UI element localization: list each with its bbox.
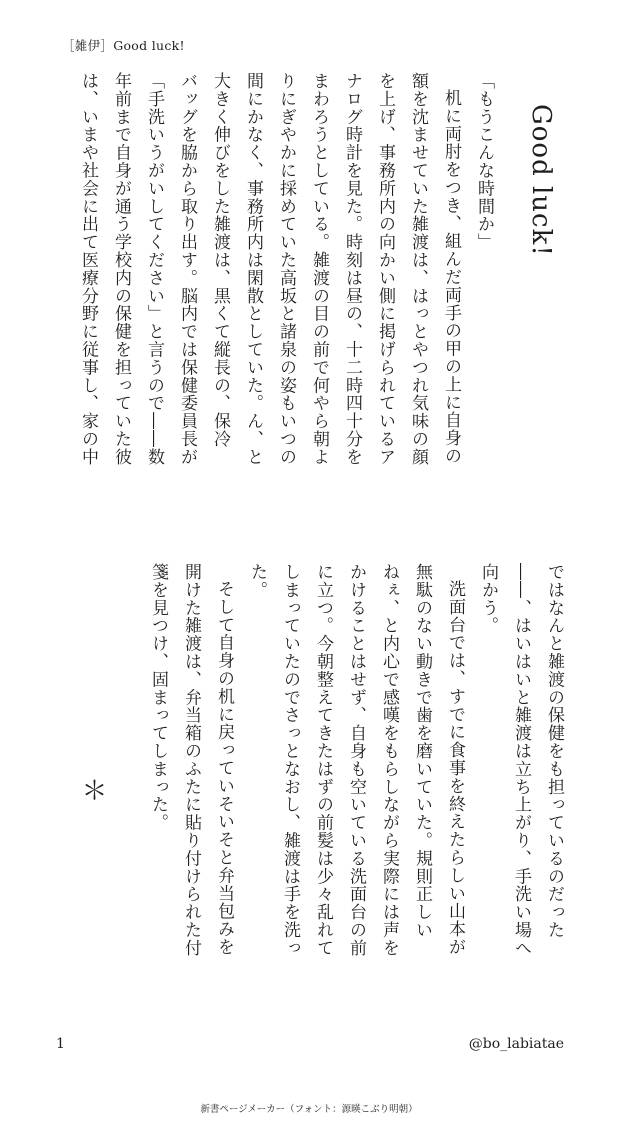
text-line: 「もうこんな時間か」 [474,72,494,251]
asterisk-mark: ＊ [77,777,107,804]
text-line: ねぇ、と内心で感嘆をもらしながら実際には声を [379,563,399,957]
text-line: 洗面台では、すでに食事を終えたらしい山本が [445,580,465,956]
blank-line [108,563,141,1018]
text-line: 机に両肘をつき、組んだ両手の甲の上に自身の [441,89,461,465]
text-line: ――、はいはいと雑渡は立ち上がり、手洗い場へ [511,563,531,957]
text-line: 向かう。 [478,563,498,635]
text-line: を上げ、事務所内の向かい側に掲げられているア [375,72,395,466]
generator-credit: 新書ページメーカー（フォント：源暎こぶり明朝） [200,1104,418,1115]
body-text-top-tier [50,72,500,527]
story-title: Good luck! [526,104,556,257]
text-line: に立つ。今朝整えてきたはずの前髪は少々乱れて [313,563,333,957]
text-line: 間にかなく、事務所内は閑散としていた。ん、と [243,72,263,466]
text-line: た。 [247,563,267,599]
page-number: 1 [56,1036,65,1052]
text-line: そして自身の机に戻っていそいそと弁当包みを [214,580,234,956]
text-line: まわろうとしている。雑渡の目の前で何やら朝よ [309,72,329,466]
section-break [75,563,108,1018]
text-line: は、いまや社会に出て医療分野に従事し、家の中 [78,72,98,466]
text-line: しまっていたのでさっとなおし、雑渡は手を洗っ [280,563,300,957]
text-line: 無駄のない動きで歯を磨いていた。規則正しい [412,563,432,939]
text-line: 額を沈ませていた雑渡は、はっとやつれ気味の顔 [408,72,428,466]
text-line: かけることはせず、自身も空いている洗面台の前 [346,563,366,957]
author-handle: @bo_labiatae [468,1036,564,1052]
text-line: 箋を見つけ、固まってしまった。 [148,563,168,832]
text-line: 開けた雑渡は、弁当箱のふたに貼り付けられた付 [181,563,201,957]
text-line: 「手洗いうがいしてください」と言うので――数 [144,72,164,466]
text-line: 大きく伸びをした雑渡は、黒くて縦長の、保冷 [210,72,230,448]
running-head: ［雑伊］Good luck! [62,38,185,53]
body-text-bottom-tier [77,563,570,1018]
text-line: ではなんと雑渡の保健をも担っているのだった [544,563,564,939]
text-line: バッグを脇から取り出す。脳内では保健委員長が [177,72,197,466]
text-line: りにぎやかに採めていた高坂と諸泉の姿もいつの [276,72,296,466]
text-line: ナログ時計を見た。時刻は昼の、十二時四十分を [342,72,362,466]
text-line: 年前まで自身が通う学校内の保健を担っていた彼 [111,72,131,466]
